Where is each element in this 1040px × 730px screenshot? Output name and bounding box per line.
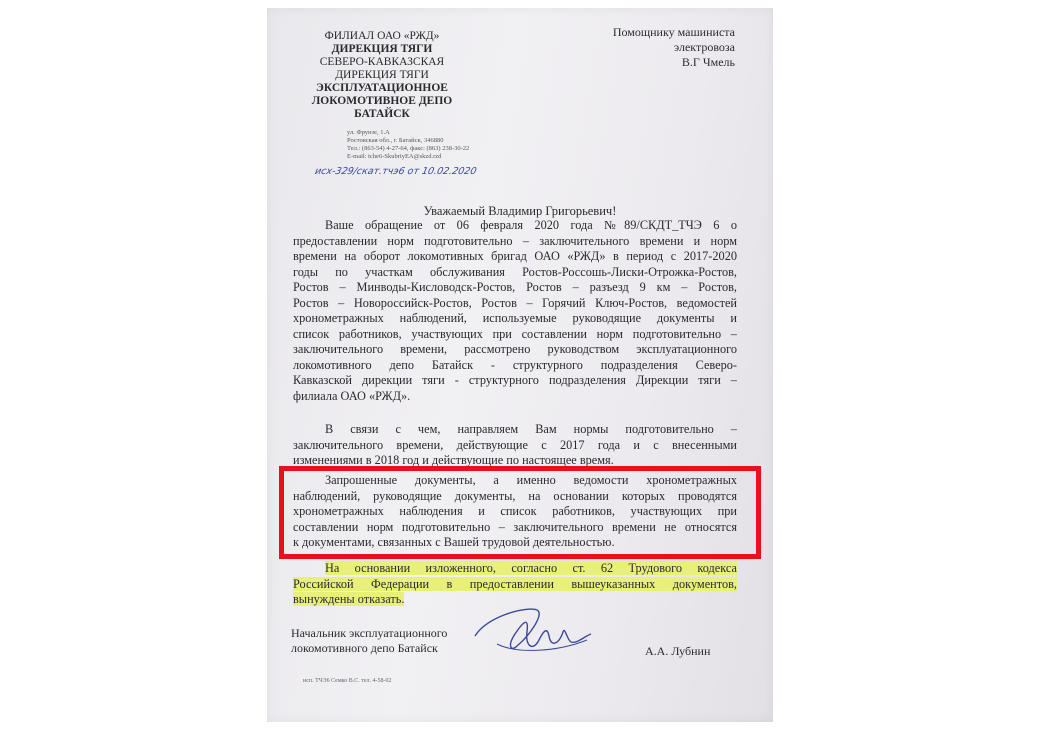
signatory-title [291,626,447,656]
executor-note: исп. ТЧЭ6 Семко В.С. тел. 4-58-02 [303,678,392,684]
text-line [293,577,737,593]
text-line: список работников, участвующих при составлении норм подготовительно – [293,326,737,341]
org-line-4: ДИРЕКЦИЯ ТЯГИ [335,69,429,81]
text-line: заключительного времени, действующие с 2017 года и с внесенными [293,437,737,452]
address-line: ул. Фрунзе, 1.А [347,129,390,136]
text-line: Ростов – Новороссийск-Ростов, Ростов – Горячий Ключ-Ростов, ведомостей [293,295,737,310]
text-line: составлении норм подготовительно – заключительного времени не относятся [293,519,737,534]
highlighted-text: Российской Федерации в предоставлении вышеуказанных документов, [293,576,737,591]
signatory-title-line: локомотивного депо Батайск [291,641,438,655]
text-line [293,561,737,577]
text-line: к документами, связанных с Вашей трудовой деятельностью. [293,535,615,549]
text-line: изменениями в 2018 год и действующие по настоящее время. [293,453,614,467]
text-line: локомотивного депо Батайск - структурного подразделения Северо- [293,357,737,372]
address-line: Тел.: (863-54) 4-27-64, факс: (863) 238-30-22 [347,145,470,152]
org-line-2: ДИРЕКЦИЯ ТЯГИ [331,43,433,55]
recipient-block [613,25,735,70]
text-line: наблюдений, руководящие документы, на основании которых проводятся [293,488,737,503]
letter-page [267,8,773,722]
text-line: Запрошенные документы, а именно ведомости хронометражных [325,473,737,487]
text-line: Ваше обращение от 06 февраля 2020 года №89/СКДТ_ТЧЭ 6 о [325,218,737,232]
org-line-7: БАТАЙСК [354,108,410,120]
red-highlight-box [279,466,761,559]
address-block [347,129,469,161]
text-line: годы по участкам обслуживания Ростов-Россошь-Лиски-Отрожка-Ростов, [293,264,737,279]
salutation: Уважаемый Владимир Григорьевич! [423,204,617,218]
address-line: Ростовская обл., г. Батайск, 346880 [347,137,444,144]
text-line: Кавказской дирекции тяги - структурного подразделения Дирекции тяги – [293,373,737,387]
org-line-5: ЭКСПЛУАТАЦИОННОЕ [316,82,448,94]
address-line: E-mail: tche6-SkubriyEA@skzd.rzd [347,153,442,160]
handwritten-signature [467,596,597,662]
signatory-title-line: Начальник эксплуатационного [291,626,448,640]
text-line: Ростов – Минводы-Кисловодск-Ростов, Ростов – разъезд 9 км – Ростов, [293,280,737,294]
org-line-6: ЛОКОМОТИВНОЕ ДЕПО [311,95,453,107]
recipient-line: Помощнику машиниста [612,25,735,39]
text-line: хронометражных наблюдений, используемые руководящие документы и [293,311,737,325]
highlighted-text: вынуждены отказать. [293,592,405,606]
paragraph-request [293,218,737,404]
handwritten-reference: исх-329/скат.тчэ6 от 10.02.2020 [313,166,478,177]
recipient-line: В.Г Чмель [681,55,735,69]
text-line: В связи с чем, направляем Вам нормы подготовительно – [325,422,737,436]
recipient-line: электровоза [674,40,735,54]
text-line: времени на оборот локомотивных бригад ОАО «РЖД» в период с 2017-2020 [293,249,737,263]
highlighted-text: На основании изложенного, согласно ст. 62 Трудового кодекса [325,561,737,575]
org-line-1: ФИЛИАЛ ОАО «РЖД» [324,30,440,42]
text-line: хронометражных наблюдения и список работников, участвующих при [293,504,737,518]
org-line-3: СЕВЕРО-КАВКАЗСКАЯ [319,56,445,68]
text-line: заключительного времени, рассмотрено руководством эксплуатационного [293,342,737,356]
signatory-name: А.А. Лубнин [645,644,711,658]
paragraph-response [293,422,737,469]
org-header [307,30,457,121]
text-line: предоставлении норм подготовительно – заключительного времени и норм [293,233,737,248]
text-line: филиала ОАО «РЖД». [293,388,411,403]
